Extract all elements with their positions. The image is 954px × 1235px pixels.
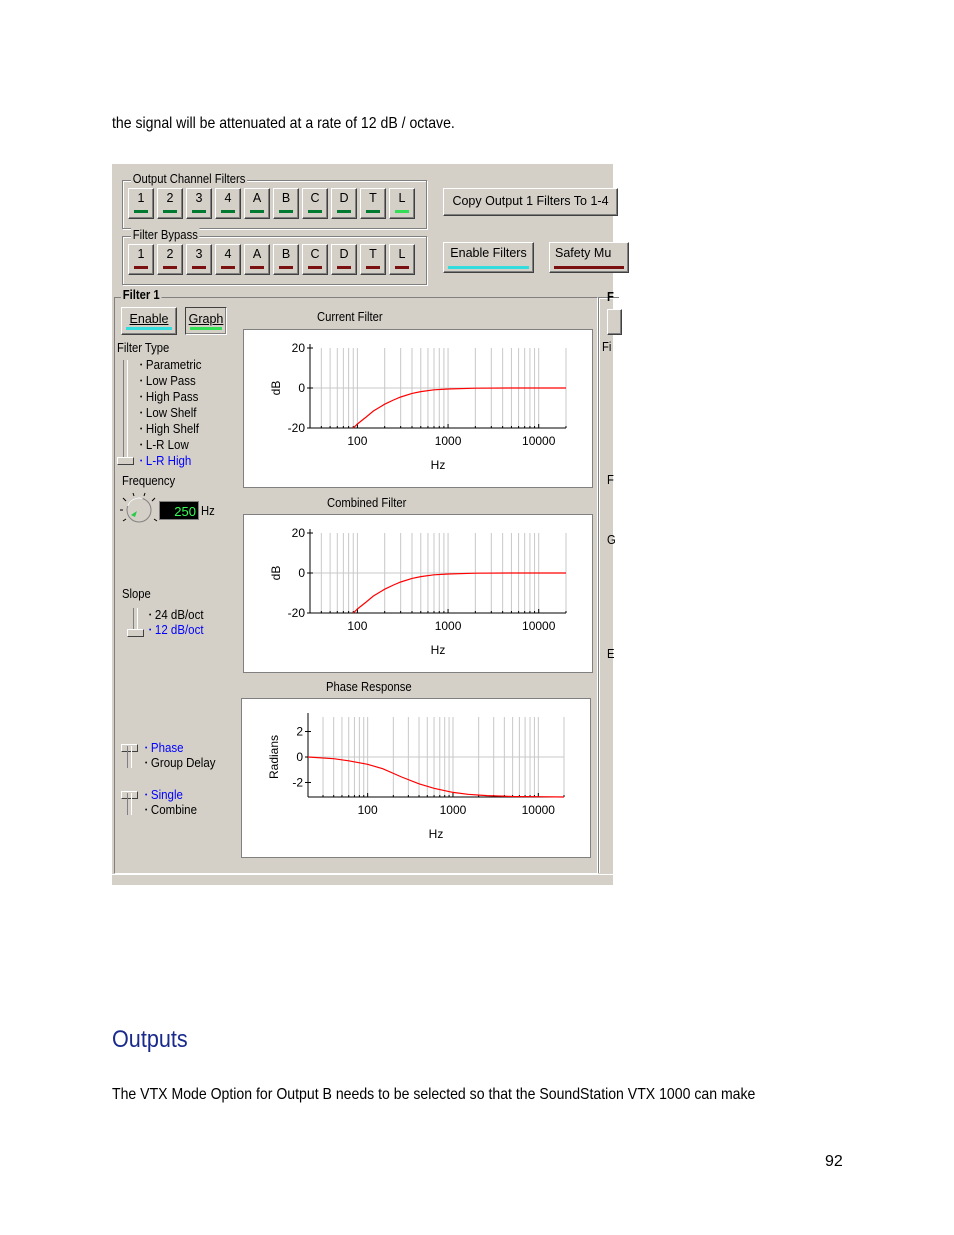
x-tick-label: 100 <box>357 803 378 817</box>
output-channel-button-t[interactable] <box>360 188 386 219</box>
frequency-value: 250 <box>174 504 196 519</box>
combined-filter-plot <box>243 514 593 673</box>
combine-mode-option-combine[interactable]: • Combine <box>145 803 197 817</box>
x-tick-label: 100 <box>347 434 368 448</box>
response-line <box>308 757 564 797</box>
x-tick-label: 10000 <box>521 803 555 817</box>
bypass-channel-indicator <box>395 266 409 269</box>
y-tick-label: 0 <box>296 750 303 764</box>
bypass-channel-indicator <box>366 266 380 269</box>
bypass-channel-label: D <box>339 247 349 261</box>
display-mode-option-group-delay[interactable]: • Group Delay <box>145 756 216 770</box>
filter-type-option-low-pass[interactable]: • Low Pass <box>140 374 196 388</box>
right-panel-label-fragment: Fi <box>602 340 612 354</box>
combine-mode-option-single[interactable]: • Single <box>145 788 183 802</box>
output-channel-label: A <box>252 191 262 205</box>
bypass-channel-button-a[interactable] <box>244 244 270 275</box>
right-panel-label-fragment: G <box>607 533 616 547</box>
output-channel-label: 2 <box>166 191 174 205</box>
y-axis-label: Radians <box>267 734 281 780</box>
x-tick-label: 1000 <box>434 619 462 633</box>
combined-filter-title: Combined Filter <box>327 496 407 510</box>
bypass-channel-label: 4 <box>224 247 232 261</box>
x-tick-label: 100 <box>347 619 368 633</box>
display-mode-option-phase[interactable]: • Phase <box>145 741 184 755</box>
bypass-channel-label: B <box>281 247 291 261</box>
output-channel-indicator <box>221 210 235 213</box>
frequency-unit: Hz <box>201 504 215 518</box>
bypass-channel-button-3[interactable] <box>186 244 212 275</box>
graph-label: Graph <box>188 312 224 326</box>
bypass-channel-indicator <box>134 266 148 269</box>
right-panel-label-fragment: F <box>607 473 614 487</box>
enable-button[interactable] <box>121 307 177 335</box>
filter-type-option-high-pass[interactable]: • High Pass <box>140 390 198 404</box>
phase-response-title: Phase Response <box>326 680 412 694</box>
bypass-channel-button-b[interactable] <box>273 244 299 275</box>
output-channel-filters-title: Output Channel Filters <box>132 172 246 186</box>
output-channel-button-b[interactable] <box>273 188 299 219</box>
grid-lines <box>308 717 564 797</box>
slope-option-12-db-oct[interactable]: • 12 dB/oct <box>149 623 204 637</box>
bypass-channel-indicator <box>192 266 206 269</box>
bypass-channel-label: 1 <box>137 247 145 261</box>
page-number: 92 <box>825 1153 843 1170</box>
output-channel-label: L <box>398 191 406 205</box>
output-channel-button-4[interactable] <box>215 188 241 219</box>
y-tick-label: -2 <box>292 775 303 790</box>
safety-mute-button[interactable] <box>549 242 629 273</box>
filter-bypass-title: Filter Bypass <box>132 228 198 242</box>
output-channel-button-l[interactable] <box>389 188 415 219</box>
graph-indicator <box>190 327 222 330</box>
y-tick-label: 2 <box>296 724 303 739</box>
y-tick-label: 20 <box>291 526 305 540</box>
x-axis-label: Hz <box>430 458 446 472</box>
safety-mute-indicator <box>554 266 624 269</box>
x-tick-label: 1000 <box>439 803 467 817</box>
output-channel-label: D <box>339 191 349 205</box>
enable-filters-label: Enable Filters <box>450 246 527 260</box>
bypass-channel-label: 3 <box>195 247 203 261</box>
slope-option-24-db-oct[interactable]: • 24 dB/oct <box>149 608 204 622</box>
bypass-channel-button-c[interactable] <box>302 244 328 275</box>
frequency-display[interactable] <box>159 501 199 520</box>
x-axis-label: Hz <box>428 827 444 841</box>
output-channel-button-1[interactable] <box>128 188 154 219</box>
output-channel-indicator <box>192 210 206 213</box>
panel-bottom-strip <box>112 874 613 885</box>
enable-filters-indicator <box>448 266 529 269</box>
bypass-channel-indicator <box>308 266 322 269</box>
output-channel-indicator <box>395 210 409 213</box>
right-panel-label-fragment: F <box>607 290 614 304</box>
combined-filter-chart <box>244 515 592 672</box>
output-channel-label: 1 <box>137 191 145 205</box>
output-channel-button-d[interactable] <box>331 188 357 219</box>
output-channel-label: 4 <box>224 191 232 205</box>
section-heading: Outputs <box>112 1026 188 1053</box>
output-channel-indicator <box>308 210 322 213</box>
y-tick-label: -20 <box>287 606 305 620</box>
output-channel-button-2[interactable] <box>157 188 183 219</box>
bypass-channel-label: L <box>398 247 406 261</box>
frequency-label: Frequency <box>122 474 176 488</box>
filter-type-option-low-shelf[interactable]: • Low Shelf <box>140 406 196 420</box>
phase-response-plot <box>241 698 591 858</box>
bypass-channel-indicator <box>279 266 293 269</box>
y-tick-label: -20 <box>287 421 305 435</box>
x-tick-label: 1000 <box>434 434 462 448</box>
x-axis-label: Hz <box>430 643 446 657</box>
output-channel-indicator <box>134 210 148 213</box>
filter-type-label: Filter Type <box>117 341 170 355</box>
current-filter-title: Current Filter <box>317 310 383 324</box>
enable-indicator <box>126 327 172 330</box>
bypass-channel-label: A <box>252 247 262 261</box>
filter-2-enable-button-partial[interactable] <box>607 309 622 335</box>
frequency-knob[interactable] <box>120 492 160 526</box>
copy-filters-label: Copy Output 1 Filters To 1-4 <box>452 194 609 208</box>
x-tick-label: 10000 <box>522 434 556 448</box>
filter-editor-screenshot <box>112 164 616 884</box>
bypass-channel-indicator <box>337 266 351 269</box>
bypass-channel-label: T <box>369 247 377 261</box>
safety-mute-label: Safety Mu <box>555 246 612 260</box>
bypass-channel-indicator <box>250 266 264 269</box>
filter-type-option-parametric[interactable]: • Parametric <box>140 358 202 372</box>
current-filter-plot <box>243 329 593 488</box>
output-channel-button-a[interactable] <box>244 188 270 219</box>
output-channel-label: 3 <box>195 191 203 205</box>
filter-type-option-l-r-high[interactable]: • L-R High <box>140 454 191 468</box>
bypass-channel-button-2[interactable] <box>157 244 183 275</box>
output-channel-indicator <box>279 210 293 213</box>
bypass-channel-indicator <box>163 266 177 269</box>
output-channel-label: C <box>310 191 320 205</box>
bypass-channel-indicator <box>221 266 235 269</box>
enable-filters-button[interactable] <box>443 242 534 273</box>
output-channel-indicator <box>163 210 177 213</box>
phase-response-chart <box>242 699 590 857</box>
intro-text: the signal will be attenuated at a rate of 12 dB / octave. <box>112 115 455 132</box>
bypass-channel-button-l[interactable] <box>389 244 415 275</box>
filter-2-panel-edge <box>598 297 619 873</box>
y-tick-label: 0 <box>298 381 305 395</box>
y-tick-label: 0 <box>298 566 305 580</box>
bypass-channel-button-t[interactable] <box>360 244 386 275</box>
body-paragraph: The VTX Mode Option for Output B needs to be selected so that the SoundStation VTX 1000 can make <box>112 1086 756 1103</box>
output-channel-button-3[interactable] <box>186 188 212 219</box>
output-channel-indicator <box>337 210 351 213</box>
bypass-channel-button-4[interactable] <box>215 244 241 275</box>
output-channel-indicator <box>250 210 264 213</box>
slope-label: Slope <box>122 587 151 601</box>
graph-button[interactable] <box>185 307 227 335</box>
x-tick-label: 10000 <box>522 619 556 633</box>
current-filter-chart <box>244 330 592 487</box>
right-panel-label-fragment: E <box>607 647 615 661</box>
output-channel-button-c[interactable] <box>302 188 328 219</box>
output-channel-label: B <box>281 191 291 205</box>
y-axis-label: dB <box>269 565 283 581</box>
filter-type-option-high-shelf[interactable]: • High Shelf <box>140 422 199 436</box>
output-channel-indicator <box>366 210 380 213</box>
bypass-channel-label: C <box>310 247 320 261</box>
output-channel-label: T <box>369 191 377 205</box>
filter-type-option-l-r-low[interactable]: • L-R Low <box>140 438 189 452</box>
y-axis-label: dB <box>269 380 283 396</box>
bypass-channel-button-1[interactable] <box>128 244 154 275</box>
y-tick-label: 20 <box>291 341 305 355</box>
enable-label: Enable <box>129 312 169 326</box>
filter-1-title: Filter 1 <box>122 288 160 302</box>
bypass-channel-label: 2 <box>166 247 174 261</box>
copy-filters-button[interactable] <box>443 188 618 216</box>
bypass-channel-button-d[interactable] <box>331 244 357 275</box>
